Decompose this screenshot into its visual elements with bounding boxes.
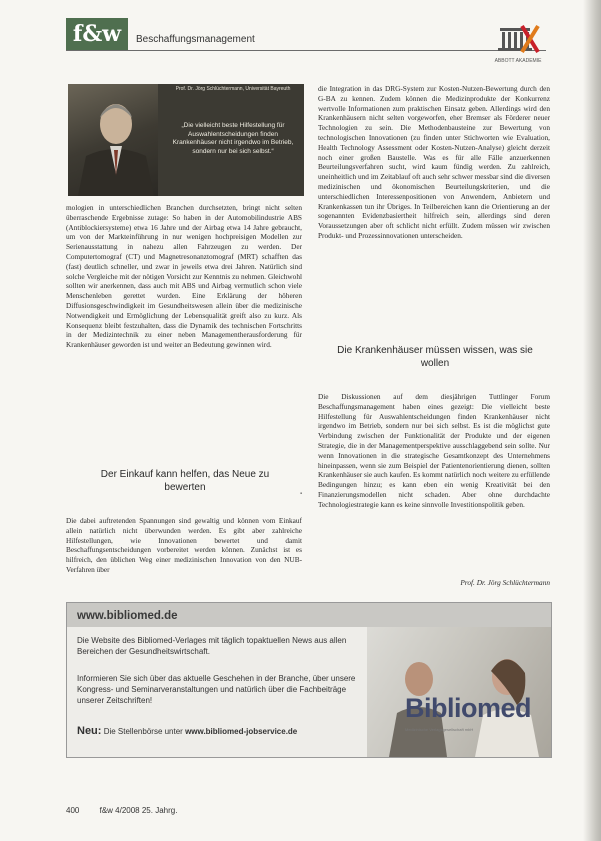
author-portrait — [68, 84, 158, 196]
akademie-label: ABBOTT AKADEMIE — [494, 58, 542, 64]
photo-caption: Prof. Dr. Jörg Schlüchtermann, Universität Bayreuth — [175, 86, 291, 92]
ad-intro-text: Die Website des Bibliomed-Verlages mit täglich topaktuellen News aus allen Bereichen der Gesundheitswirtschaft. — [77, 636, 347, 656]
page-footer — [66, 806, 177, 815]
job-text: Die Stellenbörse unter — [103, 727, 183, 736]
body-paragraph: Die Diskussionen auf dem diesjährigen Tuttlinger Forum Beschaffungsmanagement haben eines gezeigt: Die vielleicht beste Hilfestellung für Auswahlentscheidungen finden Krankenhäuser nicht irgendwo im Betrieb, sondern nur bei sich selbst. Es ist die möglichst gute Verbindung zwischen der Funktionalität der Produkte und der eigenen Strategie, die in der Managementperspektive ausschlaggebend sein sollte. Nur wenn Innovationen in die strategische Gesamtkonzept des Unternehmens hineinpassen, wenn sie zum Beispiel der Patientenorientierung dienen, sollten Krankenhäuser sie auch kaufen. Es kommt natürlich noch weitere zu erfüllende Bedingungen hinzu; es kann eben ein wenig Kreativität bei den Finanzierungsmodellen nicht schaden. Aber ohne durchdachte Technologiestrategie kann es keine sinnvolle Investitionspolitik geben. — [318, 392, 550, 509]
bibliomed-tagline: Medizinische Verlagsgesellschaft mbH — [405, 727, 474, 732]
new-label: Neu: — [77, 725, 102, 737]
akademie-logo — [478, 22, 558, 70]
issue-info: f&w 4/2008 25. Jahrg. — [99, 806, 178, 815]
ad-url-link[interactable]: www.bibliomed.de — [77, 610, 178, 622]
margin-mark: ▪ — [300, 491, 303, 497]
page-number: 400 — [66, 806, 80, 815]
section-title: Beschaffungsmanagement — [136, 34, 255, 45]
body-paragraph: mologien in unterschiedlichen Branchen durchsetzten, bringt nicht selten überraschende Ergebnisse zutage: So haben in der Automobilindustrie ABS (Antiblockiersysteme) etwa 16 Jahre und der Airbag etwa 14 Jahre gebraucht, um von der Markteinführung in nur wenigen hochpreisigen Modellen zur Serienausstattung in nahezu allen Fahrzeugen zu werden. Der Computertomograf (CT) und Magnetresonanztomograf (MRT) schafften das (fast) deutlich schneller, und zwar in jeweils etwa drei Jahren. Natürlich sind solche Vergleiche mit der nötigen Vorsicht zur Kenntnis zu nehmen. Gleichwohl sollten wir anerkennen, dass auch mit ABS und Airbag vermutlich schon viele Menschenleben gerettet wurden. Eine Erklärung der höheren Diffusionsgeschwindigkeit im Gesundheitswesen allein über die medizinische Notwendigkeit und Ermöglichung der Lebensqualität greift also zu kurz. Als Konsequenz bleibt festzuhalten, dass die Dynamik des technischen Fortschritts in der Medizintechnik zu einer neben Managementherausforderung für Krankenhäuser geworden ist und weiter an Bedeutung gewinnen wird. — [66, 203, 302, 350]
bibliomed-advertisement[interactable] — [66, 602, 552, 758]
bibliomed-logo: Bibliomed — [405, 693, 532, 723]
body-paragraph: Die dabei auftretenden Spannungen sind gewaltig und können vom Einkauf allein natürlich nicht überwunden werden. Es gibt aber zahlreiche Hilfestellungen, wie Innovationen bewertet und damit Beschaffungsentscheidungen vorbereitet werden können. Zunächst ist es hilfreich, den üblichen Weg einer medizinischen Innovation von den NUB-Verfahren über — [66, 516, 302, 574]
pull-quote: „Die vielleicht beste Hilfestellung für Auswahlentscheidungen finden Krankenhäuser nicht irgendwo im Betrieb, sondern nur bei sich selbst.“ — [172, 122, 294, 155]
author-photo — [68, 84, 304, 196]
fw-logo: f&w — [66, 18, 128, 50]
ad-photo — [367, 627, 551, 757]
left-column-top — [66, 203, 302, 350]
ad-jobs-line — [77, 725, 407, 737]
subheading-right: Die Krankenhäuser müssen wissen, was sie wollen — [337, 345, 533, 369]
body-paragraph: die Integration in das DRG-System zur Kosten-Nutzen-Bewertung durch den G-BA zu kennen. Zudem können die Medizinprodukte der Konkurrenz wertvolle Informationen zum praktischen Einsatz geben. Allerdings wird den Krankenhäusern nicht selten vorgeworfen, eher Bremser als Förderer neuer Technologien zu sein. Die Methodenbausteine zur Bewertung von technologischen Innovationen (zu finden unter Stichworten wie Evaluation, Health Technology Assessment oder Kosten-Nutzen-Analyse) gleicht derzeit noch einer großen Baustelle. Was es für alle Fälle anzuerkennen Beurteilungsverfahren sucht, wird kaum fündig werden. Zu zahlreich, uneinheitlich und im Zeitablauf oft auch sehr schwer messbar sind die diversen medizinischen und ökonomischen Beurteilungskriterien, und die unterschiedlichen Interessenpositionen von Anwendern, Anbietern und Krankenkassen tun ihr Übriges. In Teilbereichen kann die Orientierung an der sogenannten Evidenzbasiertheit hilfreich sein, allerdings sind deren Voraussetzungen aber oft schlicht nicht erfüllt. Zudem müssen wir zwischen Produkt- und Prozessinnovationen unterscheiden. — [318, 84, 550, 240]
left-column-bottom — [66, 516, 302, 575]
header-rule — [66, 50, 546, 51]
right-column-bottom — [318, 392, 550, 510]
right-column-top — [318, 84, 550, 241]
page-curl-shadow — [583, 0, 601, 841]
author-signature: Prof. Dr. Jörg Schlüchtermann — [460, 578, 550, 587]
jobservice-link[interactable]: www.bibliomed-jobservice.de — [185, 727, 298, 736]
temple-icon — [478, 22, 558, 58]
ad-info-text: Informieren Sie sich über das aktuelle Geschehen in der Branche, über unsere Kongress- und Seminarveranstaltungen und natürlich über die Fachbeiträge unserer Zeitschriften! — [77, 674, 356, 705]
subheading-left: Der Einkauf kann helfen, das Neue zu bewerten — [100, 469, 270, 493]
